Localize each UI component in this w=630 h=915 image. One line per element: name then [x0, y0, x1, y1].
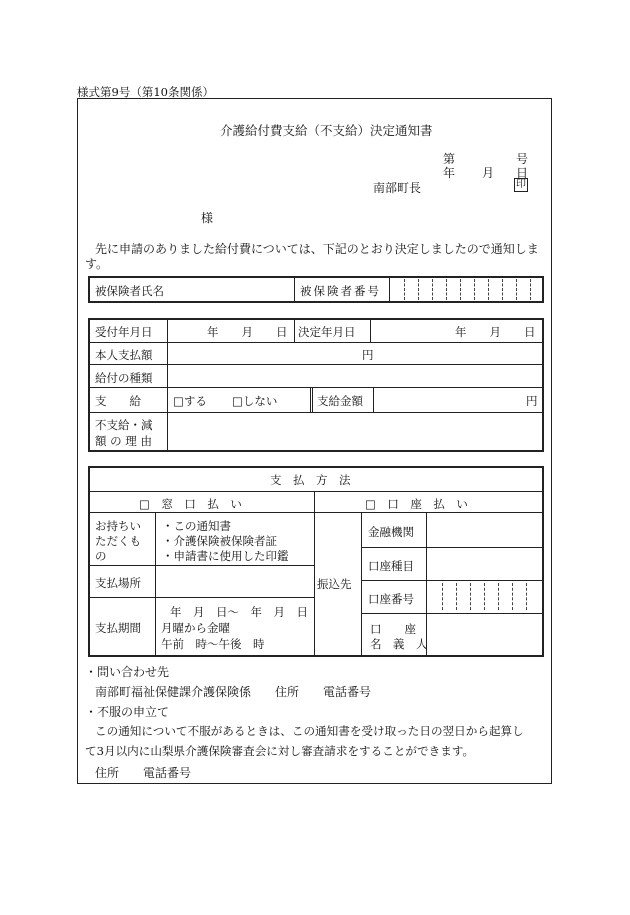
intro-line-1: 先に申請のありました給付費については、下記のとおり決定しましたので通知しま	[95, 242, 539, 256]
payment-place-label: 支払場所	[95, 576, 141, 590]
payment-method-header: 支 払 方 法	[270, 473, 351, 487]
document-title: 介護給付費支給（不支給）決定通知書	[220, 123, 433, 138]
payment-period-hours: 午前 時～午後 時	[161, 637, 265, 651]
appeal-heading: ・不服の申立て	[85, 705, 170, 719]
number-dai: 第	[443, 152, 456, 166]
transfer-label: 振込先	[317, 577, 352, 591]
payment-amount-yen: 円	[526, 394, 538, 408]
payment-yes-option[interactable]: □する	[173, 394, 207, 408]
appeal-text-line1: この通知について不服があるときは、この通知書を受け取った日の翌日から起算し	[95, 724, 524, 738]
payment-period-dates: 年 月 日～ 年 月 日	[170, 605, 308, 619]
date-nen: 年	[443, 166, 456, 180]
number-go: 号	[516, 152, 529, 166]
account-holder-line1: 口 座	[370, 622, 416, 636]
received-date-label: 受付年月日	[95, 325, 153, 339]
date-hi: 日	[516, 166, 529, 180]
window-payment-option[interactable]: □ 窓 口 払 い	[139, 497, 242, 511]
account-number-label: 口座番号	[368, 592, 414, 606]
payment-label: 支 給	[95, 394, 141, 408]
reason-label-line1: 不支給・減	[95, 418, 153, 432]
account-type-label: 口座種目	[368, 559, 414, 573]
payment-period-days: 月曜から金曜	[161, 621, 230, 635]
decision-date-value[interactable]: 年 月 日	[455, 325, 536, 339]
account-holder-line2: 名 義 人	[370, 637, 428, 651]
date-tsuki: 月	[482, 166, 495, 180]
bring-item: ・申請書に使用した印鑑	[162, 549, 289, 563]
bring-item: ・介護保険被保険者証	[162, 534, 277, 548]
appeal-address: 住所 電話番号	[95, 766, 192, 780]
self-pay-yen: 円	[362, 348, 374, 362]
inquiry-heading: ・問い合わせ先	[85, 665, 170, 679]
reason-label-line2: 額 の 理 由	[95, 434, 152, 448]
decision-date-label: 決定年月日	[298, 325, 356, 339]
inquiry-office: 南部町福祉保健課介護保険係 住所 電話番号	[95, 685, 372, 699]
received-date-value[interactable]: 年 月 日	[207, 325, 288, 339]
self-pay-label: 本人支払額	[95, 348, 153, 362]
insured-number-label: 被保険者番号	[300, 284, 381, 298]
bring-label-line1: お持ちい	[95, 519, 141, 533]
payment-method-table	[88, 466, 544, 657]
payment-no-option[interactable]: □しない	[232, 394, 278, 408]
payment-amount-label: 支給金額	[317, 394, 363, 408]
issuer-name: 南部町長	[373, 181, 422, 195]
bank-label: 金融機関	[368, 525, 414, 539]
bring-label-line2: ただくも	[95, 534, 141, 548]
benefit-type-label: 給付の種類	[95, 371, 153, 385]
form-id: 様式第9号（第10条関係）	[77, 85, 214, 99]
insured-name-label: 被保険者氏名	[95, 284, 164, 298]
seal-mark: 印	[516, 179, 526, 190]
payment-period-label: 支払期間	[95, 621, 141, 635]
bring-item: ・この通知書	[162, 519, 231, 533]
bring-label-line3: の	[95, 549, 107, 563]
intro-line-2: す。	[85, 257, 109, 271]
appeal-text-line2: て3月以内に山梨県介護保険審査会に対し審査請求をすることができます。	[85, 744, 475, 758]
addressee-suffix: 様	[201, 211, 214, 225]
account-payment-option[interactable]: □ 口 座 払 い	[365, 497, 468, 511]
